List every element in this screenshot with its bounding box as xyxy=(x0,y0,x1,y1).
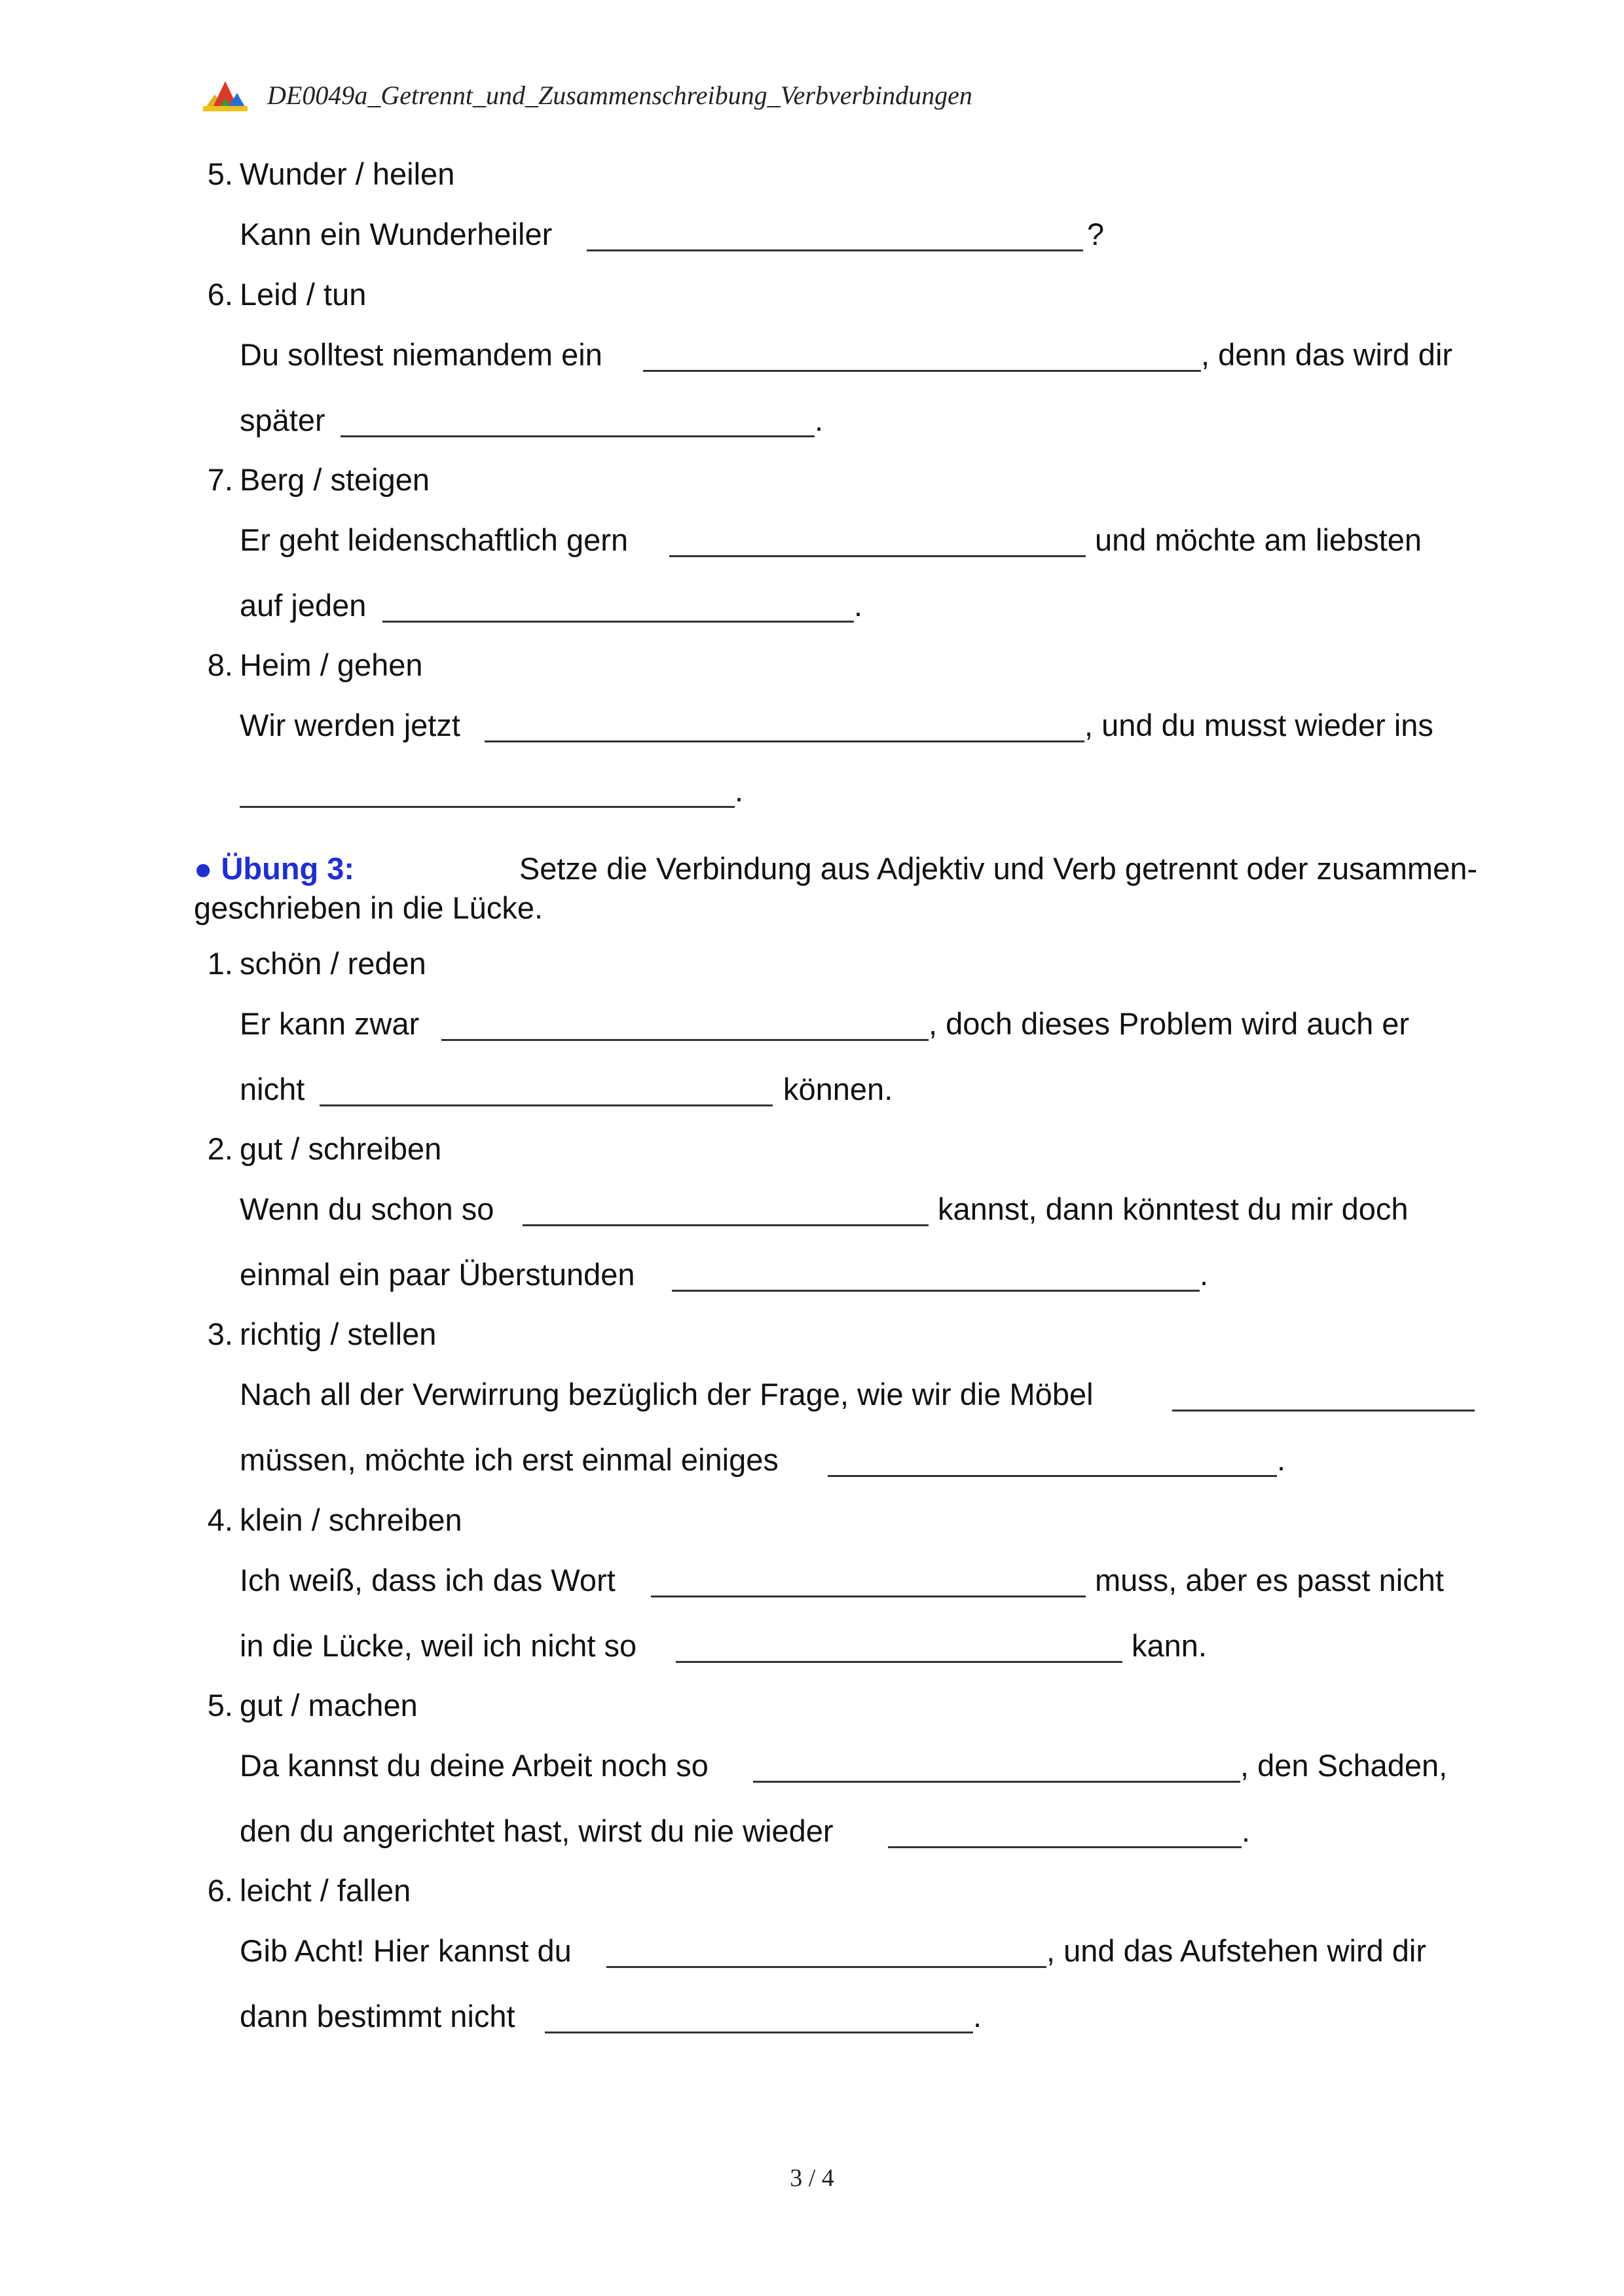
sentence-text: Er geht leidenschaftlich gern xyxy=(240,522,629,557)
item-prompt: leicht / fallen xyxy=(240,1873,411,1908)
sentence-text: den du angerichtet hast, wirst du nie wieder xyxy=(240,1813,834,1848)
sentence-text: in die Lücke, weil ich nicht so xyxy=(240,1628,637,1663)
sentence-text: . xyxy=(1277,1442,1286,1477)
item-number: 1. xyxy=(207,946,233,981)
sentence-text: . xyxy=(1200,1257,1209,1292)
item-number: 6. xyxy=(207,277,233,312)
sentence-text: und möchte am liebsten xyxy=(1095,522,1422,557)
sentence-text: können. xyxy=(783,1072,893,1106)
sentence-text: nicht xyxy=(240,1072,305,1106)
answer-blank[interactable] xyxy=(320,1104,773,1106)
item-number: 7. xyxy=(207,462,233,497)
item-prompt: gut / schreiben xyxy=(240,1131,442,1166)
bullet-icon: ● xyxy=(194,851,213,886)
sentence-text: einmal ein paar Überstunden xyxy=(240,1257,635,1292)
sentence-text: , und das Aufstehen wird dir xyxy=(1046,1933,1427,1968)
sentence-text: . xyxy=(735,773,744,808)
sentence-text: Wenn du schon so xyxy=(240,1192,494,1226)
item-number: 3. xyxy=(207,1317,233,1351)
item-number: 8. xyxy=(207,647,233,682)
item-prompt: richtig / stellen xyxy=(240,1317,437,1351)
answer-blank[interactable] xyxy=(828,1475,1277,1477)
exercise-title: Übung 3: xyxy=(221,851,355,886)
answer-blank[interactable] xyxy=(341,435,815,437)
item-prompt: gut / machen xyxy=(240,1688,418,1722)
document-title: DE0049a_Getrennt_und_Zusammenschreibung_Verbverbindungen xyxy=(267,81,972,110)
answer-blank[interactable] xyxy=(1172,1410,1475,1412)
sentence-text: müssen, möchte ich erst einmal einiges xyxy=(240,1442,779,1477)
answer-blank[interactable] xyxy=(888,1846,1242,1848)
sentence-text: Da kannst du deine Arbeit noch so xyxy=(240,1748,709,1783)
answer-blank[interactable] xyxy=(672,1290,1200,1292)
sentence-text: kannst, dann könntest du mir doch xyxy=(938,1192,1409,1226)
sentence-text: Wir werden jetzt xyxy=(240,708,460,742)
sentence-text: Nach all der Verwirrung bezüglich der Frage, wie wir die Möbel xyxy=(240,1377,1094,1412)
item-prompt: klein / schreiben xyxy=(240,1503,462,1537)
answer-blank[interactable] xyxy=(240,806,735,808)
sentence-text: dann bestimmt nicht xyxy=(240,1999,515,2033)
exercise-instruction xyxy=(194,849,1477,928)
answer-blank[interactable] xyxy=(676,1661,1122,1663)
answer-blank[interactable] xyxy=(606,1966,1046,1968)
sentence-text: Du solltest niemandem ein xyxy=(240,337,602,372)
answer-blank[interactable] xyxy=(753,1781,1240,1783)
item-number: 5. xyxy=(207,1688,233,1722)
sentence-text: Er kann zwar xyxy=(240,1006,420,1041)
answer-blank[interactable] xyxy=(651,1595,1086,1597)
sentence-text: , doch dieses Problem wird auch er xyxy=(929,1006,1410,1041)
sentence-text: , den Schaden, xyxy=(1240,1748,1448,1783)
item-prompt: Berg / steigen xyxy=(240,462,430,497)
sentence-text: , denn das wird dir xyxy=(1201,337,1453,372)
instruction-line: geschrieben in die Lücke. xyxy=(194,890,544,925)
item-prompt: Heim / gehen xyxy=(240,647,423,682)
sentence-text: kann. xyxy=(1132,1628,1207,1663)
answer-blank[interactable] xyxy=(587,249,1083,251)
sentence-text: muss, aber es passt nicht xyxy=(1095,1563,1444,1597)
page-number: 3 / 4 xyxy=(790,2164,834,2192)
sentence-text: Ich weiß, dass ich das Wort xyxy=(240,1563,616,1597)
item-number: 5. xyxy=(207,156,233,191)
item-number: 4. xyxy=(207,1503,233,1537)
instruction-line: Setze die Verbindung aus Adjektiv und Verb getrennt oder zusammen- xyxy=(519,851,1477,886)
answer-blank[interactable] xyxy=(485,740,1084,742)
item-number: 6. xyxy=(207,1873,233,1908)
sentence-text: . xyxy=(1242,1813,1251,1848)
item-prompt: Leid / tun xyxy=(240,277,367,312)
sentence-text: später xyxy=(240,403,325,437)
answer-blank[interactable] xyxy=(382,621,854,623)
item-prompt: Wunder / heilen xyxy=(240,156,455,191)
item-prompt: schön / reden xyxy=(240,946,426,981)
sentence-text: Gib Acht! Hier kannst du xyxy=(240,1933,572,1968)
item-number: 2. xyxy=(207,1131,233,1166)
answer-blank[interactable] xyxy=(441,1039,929,1041)
sentence-text: , und du musst wieder ins xyxy=(1084,708,1433,742)
answer-blank[interactable] xyxy=(523,1224,929,1226)
sentence-text: . xyxy=(854,588,863,623)
sentence-text: auf jeden xyxy=(240,588,367,623)
answer-blank[interactable] xyxy=(643,370,1201,372)
answer-blank[interactable] xyxy=(669,555,1086,557)
sentence-text: . xyxy=(815,403,824,437)
sentence-text: Kann ein Wunderheiler xyxy=(240,217,553,251)
answer-blank[interactable] xyxy=(545,2032,973,2033)
sentence-text: ? xyxy=(1087,217,1105,251)
sentence-text: . xyxy=(973,1999,982,2033)
logo-icon xyxy=(202,77,249,113)
